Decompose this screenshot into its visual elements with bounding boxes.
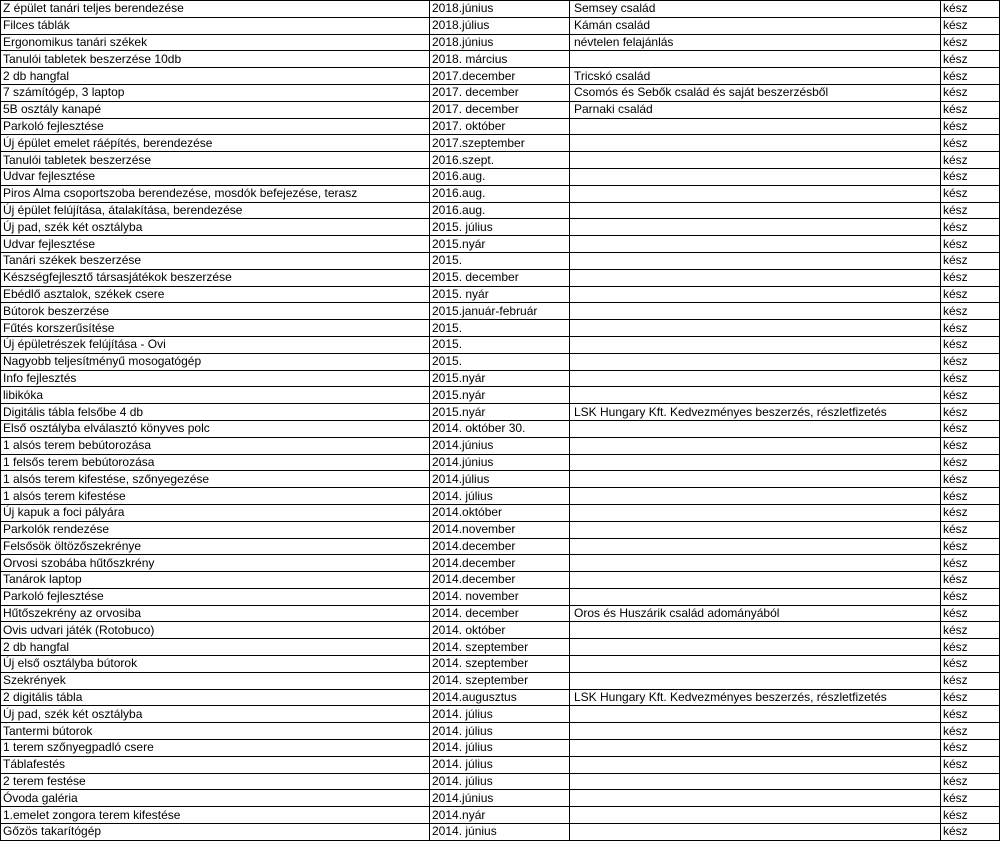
date-cell: 2017. október bbox=[430, 118, 570, 135]
status-cell: kész bbox=[941, 152, 1000, 169]
date-cell: 2015.nyár bbox=[430, 404, 570, 421]
table-row bbox=[1, 790, 1000, 807]
table-row bbox=[1, 286, 1000, 303]
date-cell: 2014.június bbox=[430, 454, 570, 471]
status-cell: kész bbox=[941, 370, 1000, 387]
item-cell: Készségfejlesztő társasjátékok beszerzése bbox=[1, 269, 430, 286]
date-cell: 2016.szept. bbox=[430, 152, 570, 169]
donor-cell bbox=[570, 639, 941, 656]
donor-cell bbox=[570, 269, 941, 286]
table-row bbox=[1, 185, 1000, 202]
date-cell: 2015. december bbox=[430, 269, 570, 286]
donor-cell: névtelen felajánlás bbox=[570, 34, 941, 51]
donor-cell bbox=[570, 252, 941, 269]
table-row bbox=[1, 101, 1000, 118]
donor-cell: Csomós és Sebők család és saját beszerzésből bbox=[570, 84, 941, 101]
status-cell: kész bbox=[941, 118, 1000, 135]
table-row bbox=[1, 202, 1000, 219]
item-cell: Filces táblák bbox=[1, 17, 430, 34]
date-cell: 2014. október bbox=[430, 622, 570, 639]
donor-cell bbox=[570, 756, 941, 773]
donor-cell bbox=[570, 236, 941, 253]
status-cell: kész bbox=[941, 51, 1000, 68]
donor-cell bbox=[570, 572, 941, 589]
status-cell: kész bbox=[941, 17, 1000, 34]
date-cell: 2016.aug. bbox=[430, 168, 570, 185]
item-cell: 1 alsós terem kifestése bbox=[1, 488, 430, 505]
table-row bbox=[1, 68, 1000, 85]
donor-cell bbox=[570, 672, 941, 689]
table-row bbox=[1, 521, 1000, 538]
donor-cell bbox=[570, 454, 941, 471]
item-cell: Táblafestés bbox=[1, 756, 430, 773]
status-cell: kész bbox=[941, 269, 1000, 286]
date-cell: 2017. december bbox=[430, 84, 570, 101]
donor-cell: Tricskó család bbox=[570, 68, 941, 85]
table-row bbox=[1, 387, 1000, 404]
status-cell: kész bbox=[941, 303, 1000, 320]
donor-cell bbox=[570, 387, 941, 404]
donor-cell bbox=[570, 773, 941, 790]
donor-cell bbox=[570, 588, 941, 605]
table-row bbox=[1, 605, 1000, 622]
donor-cell bbox=[570, 824, 941, 841]
donor-cell: Parnaki család bbox=[570, 101, 941, 118]
donor-cell bbox=[570, 353, 941, 370]
item-cell: 1 alsós terem bebútorozása bbox=[1, 437, 430, 454]
date-cell: 2014. szeptember bbox=[430, 672, 570, 689]
table-row bbox=[1, 303, 1000, 320]
table-row bbox=[1, 824, 1000, 841]
donor-cell bbox=[570, 286, 941, 303]
item-cell: Nagyobb teljesítményű mosogatógép bbox=[1, 353, 430, 370]
date-cell: 2015. bbox=[430, 252, 570, 269]
date-cell: 2018. március bbox=[430, 51, 570, 68]
date-cell: 2014. szeptember bbox=[430, 639, 570, 656]
table-row bbox=[1, 622, 1000, 639]
donor-cell bbox=[570, 504, 941, 521]
status-cell: kész bbox=[941, 790, 1000, 807]
status-cell: kész bbox=[941, 34, 1000, 51]
status-cell: kész bbox=[941, 286, 1000, 303]
status-cell: kész bbox=[941, 588, 1000, 605]
item-cell: Felsősök öltözőszekrénye bbox=[1, 538, 430, 555]
donor-cell bbox=[570, 471, 941, 488]
status-cell: kész bbox=[941, 555, 1000, 572]
item-cell: Új épület felújítása, átalakítása, berendezése bbox=[1, 202, 430, 219]
item-cell: Ovis udvari játék (Rotobuco) bbox=[1, 622, 430, 639]
status-cell: kész bbox=[941, 521, 1000, 538]
status-cell: kész bbox=[941, 320, 1000, 337]
status-cell: kész bbox=[941, 252, 1000, 269]
table-row bbox=[1, 152, 1000, 169]
date-cell: 2014.július bbox=[430, 471, 570, 488]
donor-cell bbox=[570, 790, 941, 807]
date-cell: 2014. december bbox=[430, 605, 570, 622]
date-cell: 2018.június bbox=[430, 34, 570, 51]
table-row bbox=[1, 572, 1000, 589]
item-cell: Új pad, szék két osztályba bbox=[1, 706, 430, 723]
donor-cell: Kámán család bbox=[570, 17, 941, 34]
item-cell: Tanulói tabletek beszerzése bbox=[1, 152, 430, 169]
item-cell: 1.emelet zongora terem kifestése bbox=[1, 807, 430, 824]
status-cell: kész bbox=[941, 706, 1000, 723]
item-cell: Új épület emelet ráépítés, berendezése bbox=[1, 135, 430, 152]
item-cell: Parkolók rendezése bbox=[1, 521, 430, 538]
item-cell: 1 felsős terem bebútorozása bbox=[1, 454, 430, 471]
status-cell: kész bbox=[941, 168, 1000, 185]
date-cell: 2018.június bbox=[430, 1, 570, 18]
donor-cell bbox=[570, 152, 941, 169]
donor-cell bbox=[570, 488, 941, 505]
table-row bbox=[1, 336, 1000, 353]
table-row bbox=[1, 269, 1000, 286]
date-cell: 2014.nyár bbox=[430, 807, 570, 824]
table-row bbox=[1, 756, 1000, 773]
donor-cell: Oros és Huszárik család adományából bbox=[570, 605, 941, 622]
status-cell: kész bbox=[941, 723, 1000, 740]
table-row bbox=[1, 320, 1000, 337]
item-cell: Udvar fejlesztése bbox=[1, 236, 430, 253]
item-cell: Udvar fejlesztése bbox=[1, 168, 430, 185]
table-row bbox=[1, 538, 1000, 555]
table-row bbox=[1, 118, 1000, 135]
item-cell: Info fejlesztés bbox=[1, 370, 430, 387]
donor-cell bbox=[570, 420, 941, 437]
donor-cell bbox=[570, 538, 941, 555]
status-cell: kész bbox=[941, 236, 1000, 253]
status-cell: kész bbox=[941, 1, 1000, 18]
donor-cell: LSK Hungary Kft. Kedvezményes beszerzés, részletfizetés bbox=[570, 689, 941, 706]
item-cell: Tantermi bútorok bbox=[1, 723, 430, 740]
date-cell: 2015. bbox=[430, 320, 570, 337]
status-cell: kész bbox=[941, 404, 1000, 421]
table-row bbox=[1, 236, 1000, 253]
date-cell: 2014.december bbox=[430, 555, 570, 572]
donor-cell bbox=[570, 521, 941, 538]
item-cell: Ebédlő asztalok, székek csere bbox=[1, 286, 430, 303]
table-row bbox=[1, 723, 1000, 740]
status-cell: kész bbox=[941, 471, 1000, 488]
table-row bbox=[1, 168, 1000, 185]
status-cell: kész bbox=[941, 656, 1000, 673]
date-cell: 2014. november bbox=[430, 588, 570, 605]
item-cell: Ergonomikus tanári székek bbox=[1, 34, 430, 51]
item-cell: Bútorok beszerzése bbox=[1, 303, 430, 320]
item-cell: libikóka bbox=[1, 387, 430, 404]
date-cell: 2014. július bbox=[430, 756, 570, 773]
table-row bbox=[1, 17, 1000, 34]
status-cell: kész bbox=[941, 437, 1000, 454]
table-row bbox=[1, 404, 1000, 421]
status-cell: kész bbox=[941, 68, 1000, 85]
table-row bbox=[1, 588, 1000, 605]
status-cell: kész bbox=[941, 336, 1000, 353]
donor-cell bbox=[570, 185, 941, 202]
table-row bbox=[1, 1, 1000, 18]
item-cell: 2 terem festése bbox=[1, 773, 430, 790]
table-row bbox=[1, 656, 1000, 673]
donor-cell bbox=[570, 740, 941, 757]
donor-cell bbox=[570, 656, 941, 673]
table-row bbox=[1, 84, 1000, 101]
date-cell: 2014.október bbox=[430, 504, 570, 521]
table-row bbox=[1, 807, 1000, 824]
donor-cell bbox=[570, 706, 941, 723]
donor-cell bbox=[570, 555, 941, 572]
item-cell: Óvoda galéria bbox=[1, 790, 430, 807]
table-row bbox=[1, 34, 1000, 51]
table-row bbox=[1, 135, 1000, 152]
status-cell: kész bbox=[941, 572, 1000, 589]
status-cell: kész bbox=[941, 672, 1000, 689]
item-cell: 2 db hangfal bbox=[1, 68, 430, 85]
status-cell: kész bbox=[941, 101, 1000, 118]
item-cell: Digitális tábla felsőbe 4 db bbox=[1, 404, 430, 421]
donor-cell bbox=[570, 320, 941, 337]
status-cell: kész bbox=[941, 353, 1000, 370]
date-cell: 2014. szeptember bbox=[430, 656, 570, 673]
item-cell: Új első osztályba bútorok bbox=[1, 656, 430, 673]
status-cell: kész bbox=[941, 185, 1000, 202]
date-cell: 2015.nyár bbox=[430, 370, 570, 387]
date-cell: 2015. bbox=[430, 353, 570, 370]
date-cell: 2014. július bbox=[430, 740, 570, 757]
item-cell: Első osztályba elválasztó könyves polc bbox=[1, 420, 430, 437]
table-row bbox=[1, 420, 1000, 437]
status-cell: kész bbox=[941, 605, 1000, 622]
date-cell: 2015.nyár bbox=[430, 387, 570, 404]
status-cell: kész bbox=[941, 454, 1000, 471]
table-row bbox=[1, 773, 1000, 790]
donor-cell bbox=[570, 51, 941, 68]
status-cell: kész bbox=[941, 824, 1000, 841]
date-cell: 2017.december bbox=[430, 68, 570, 85]
donor-cell bbox=[570, 807, 941, 824]
date-cell: 2014.november bbox=[430, 521, 570, 538]
status-cell: kész bbox=[941, 639, 1000, 656]
item-cell: Tanulói tabletek beszerzése 10db bbox=[1, 51, 430, 68]
date-cell: 2014. július bbox=[430, 706, 570, 723]
status-cell: kész bbox=[941, 689, 1000, 706]
status-cell: kész bbox=[941, 135, 1000, 152]
date-cell: 2014.december bbox=[430, 572, 570, 589]
date-cell: 2017. december bbox=[430, 101, 570, 118]
table-row bbox=[1, 471, 1000, 488]
status-cell: kész bbox=[941, 807, 1000, 824]
item-cell: Hűtőszekrény az orvosiba bbox=[1, 605, 430, 622]
item-cell: Új kapuk a foci pályára bbox=[1, 504, 430, 521]
item-cell: 2 digitális tábla bbox=[1, 689, 430, 706]
table-row bbox=[1, 555, 1000, 572]
item-cell: 7 számítógép, 3 laptop bbox=[1, 84, 430, 101]
item-cell: 2 db hangfal bbox=[1, 639, 430, 656]
item-cell: Piros Alma csoportszoba berendezése, mosdók befejezése, terasz bbox=[1, 185, 430, 202]
date-cell: 2014.augusztus bbox=[430, 689, 570, 706]
table-row bbox=[1, 353, 1000, 370]
item-cell: Fűtés korszerűsítése bbox=[1, 320, 430, 337]
date-cell: 2017.szeptember bbox=[430, 135, 570, 152]
donor-cell bbox=[570, 135, 941, 152]
donor-cell: Semsey család bbox=[570, 1, 941, 18]
item-cell: Tanárok laptop bbox=[1, 572, 430, 589]
status-cell: kész bbox=[941, 740, 1000, 757]
projects-table-body bbox=[1, 1, 1000, 841]
item-cell: Z épület tanári teljes berendezése bbox=[1, 1, 430, 18]
table-row bbox=[1, 740, 1000, 757]
donor-cell bbox=[570, 370, 941, 387]
status-cell: kész bbox=[941, 773, 1000, 790]
table-row bbox=[1, 51, 1000, 68]
date-cell: 2014. július bbox=[430, 488, 570, 505]
status-cell: kész bbox=[941, 622, 1000, 639]
donor-cell bbox=[570, 336, 941, 353]
date-cell: 2015. bbox=[430, 336, 570, 353]
status-cell: kész bbox=[941, 387, 1000, 404]
date-cell: 2016.aug. bbox=[430, 185, 570, 202]
date-cell: 2015. július bbox=[430, 219, 570, 236]
table-row bbox=[1, 370, 1000, 387]
table-row bbox=[1, 437, 1000, 454]
donor-cell bbox=[570, 437, 941, 454]
status-cell: kész bbox=[941, 420, 1000, 437]
date-cell: 2014. október 30. bbox=[430, 420, 570, 437]
item-cell: Gőzös takarítógép bbox=[1, 824, 430, 841]
item-cell: 1 terem szőnyegpadló csere bbox=[1, 740, 430, 757]
status-cell: kész bbox=[941, 504, 1000, 521]
date-cell: 2016.aug. bbox=[430, 202, 570, 219]
date-cell: 2014.június bbox=[430, 437, 570, 454]
item-cell: Parkoló fejlesztése bbox=[1, 118, 430, 135]
table-row bbox=[1, 639, 1000, 656]
item-cell: 1 alsós terem kifestése, szőnyegezése bbox=[1, 471, 430, 488]
status-cell: kész bbox=[941, 84, 1000, 101]
item-cell: 5B osztály kanapé bbox=[1, 101, 430, 118]
donor-cell bbox=[570, 622, 941, 639]
date-cell: 2018.július bbox=[430, 17, 570, 34]
item-cell: Új épületrészek felújítása - Ovi bbox=[1, 336, 430, 353]
donor-cell bbox=[570, 202, 941, 219]
item-cell: Orvosi szobába hűtőszkrény bbox=[1, 555, 430, 572]
item-cell: Szekrények bbox=[1, 672, 430, 689]
table-row bbox=[1, 504, 1000, 521]
date-cell: 2014. június bbox=[430, 824, 570, 841]
status-cell: kész bbox=[941, 756, 1000, 773]
donor-cell bbox=[570, 168, 941, 185]
table-row bbox=[1, 454, 1000, 471]
table-row bbox=[1, 689, 1000, 706]
table-row bbox=[1, 252, 1000, 269]
table-row bbox=[1, 706, 1000, 723]
item-cell: Parkoló fejlesztése bbox=[1, 588, 430, 605]
table-row bbox=[1, 219, 1000, 236]
date-cell: 2015. nyár bbox=[430, 286, 570, 303]
status-cell: kész bbox=[941, 219, 1000, 236]
donor-cell bbox=[570, 118, 941, 135]
status-cell: kész bbox=[941, 202, 1000, 219]
status-cell: kész bbox=[941, 538, 1000, 555]
date-cell: 2015.nyár bbox=[430, 236, 570, 253]
donor-cell bbox=[570, 219, 941, 236]
date-cell: 2015.január-február bbox=[430, 303, 570, 320]
item-cell: Új pad, szék két osztályba bbox=[1, 219, 430, 236]
table-row bbox=[1, 672, 1000, 689]
date-cell: 2014.december bbox=[430, 538, 570, 555]
status-cell: kész bbox=[941, 488, 1000, 505]
date-cell: 2014.június bbox=[430, 790, 570, 807]
item-cell: Tanári székek beszerzése bbox=[1, 252, 430, 269]
date-cell: 2014. július bbox=[430, 723, 570, 740]
donor-cell bbox=[570, 303, 941, 320]
donor-cell bbox=[570, 723, 941, 740]
table-row bbox=[1, 488, 1000, 505]
donor-cell: LSK Hungary Kft. Kedvezményes beszerzés, részletfizetés bbox=[570, 404, 941, 421]
date-cell: 2014. július bbox=[430, 773, 570, 790]
